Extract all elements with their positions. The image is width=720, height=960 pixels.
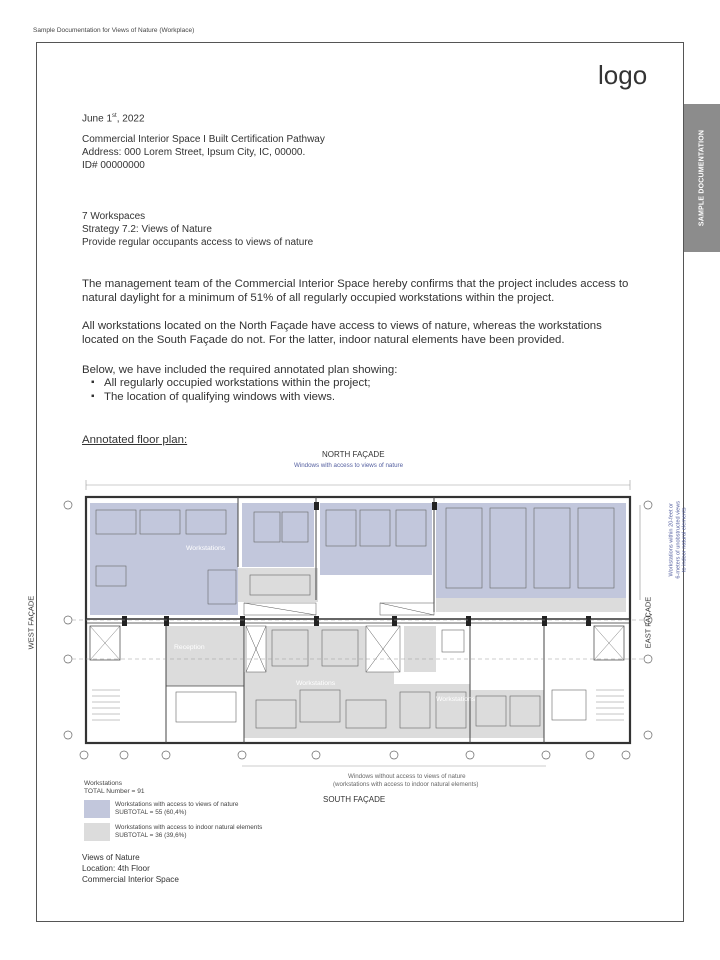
project-address: Address: 000 Lorem Street, Ipsum City, IC, 00000. bbox=[82, 147, 306, 158]
bullet-item: ▪ The location of qualifying windows with views. bbox=[104, 391, 335, 403]
side-tab-label: SAMPLE DOCUMENTATION bbox=[698, 129, 706, 227]
zone-label: Workstations bbox=[186, 545, 226, 552]
paragraph-1: The management team of the Commercial Interior Space hereby confirms that the project includes access to natural daylight for a minimum of 51% of all regularly occupied workstations within the project. bbox=[82, 278, 629, 304]
east-facade-note: Workstations within 20-feet or 6-meters of unobstructed views to indoor natural elements bbox=[668, 500, 688, 579]
footer-location: Location: 4th Floor bbox=[82, 864, 150, 873]
legend-item-indoor: Workstations with access to indoor natural elements SUBTOTAL = 36 (39,6%) bbox=[115, 824, 263, 839]
zone-views-of-nature bbox=[90, 503, 238, 615]
paragraph-3: Below, we have included the required annotated plan showing: bbox=[82, 364, 398, 376]
project-id: ID# 00000000 bbox=[82, 160, 145, 171]
north-facade-label: NORTH FAÇADE bbox=[322, 450, 385, 459]
bullet-item: ▪ All regularly occupied workstations within the project; bbox=[104, 377, 371, 389]
zone-label: Reception bbox=[174, 644, 205, 651]
legend-item-views: Workstations with access to views of nature SUBTOTAL = 55 (60,4%) bbox=[115, 801, 239, 816]
zone-indoor-nature bbox=[166, 626, 244, 686]
legend-total-label: Workstations bbox=[84, 780, 122, 787]
footer-project: Commercial Interior Space bbox=[82, 875, 179, 884]
north-facade-note: Windows with access to views of nature bbox=[294, 462, 404, 469]
legend-swatch-views bbox=[84, 800, 110, 818]
south-facade-note-2: (workstations with access to indoor natural elements) bbox=[333, 781, 479, 788]
south-facade-label: SOUTH FAÇADE bbox=[323, 795, 386, 804]
footer-title: Views of Nature bbox=[82, 853, 140, 862]
legend-swatch-indoor bbox=[84, 823, 110, 841]
requirement-text: Provide regular occupants access to views of nature bbox=[82, 237, 314, 248]
paragraph-2: All workstations located on the North Façade have access to views of nature, whereas the workstations located on the South Façade do not. For the latter, indoor natural elements have been provided. bbox=[82, 320, 602, 346]
strategy-title: Strategy 7.2: Views of Nature bbox=[82, 224, 212, 235]
page-header: Sample Documentation for Views of Nature (Workplace) bbox=[33, 27, 195, 34]
letter-date: June 1st, 2022 bbox=[82, 113, 145, 125]
logo: logo bbox=[598, 60, 648, 90]
zone-label: Workstations bbox=[296, 680, 336, 687]
west-facade-label: WEST FAÇADE bbox=[26, 595, 36, 650]
south-facade-note: Windows without access to views of nature bbox=[348, 773, 466, 780]
east-facade-label: EAST FAÇADE bbox=[643, 596, 653, 649]
project-name: Commercial Interior Space I Built Certification Pathway bbox=[82, 134, 325, 145]
zone-label: Workstations bbox=[436, 696, 476, 703]
legend-total: TOTAL Number = 91 bbox=[84, 788, 145, 795]
section-title: 7 Workspaces bbox=[82, 211, 146, 222]
floor-plan-title: Annotated floor plan: bbox=[82, 434, 188, 446]
